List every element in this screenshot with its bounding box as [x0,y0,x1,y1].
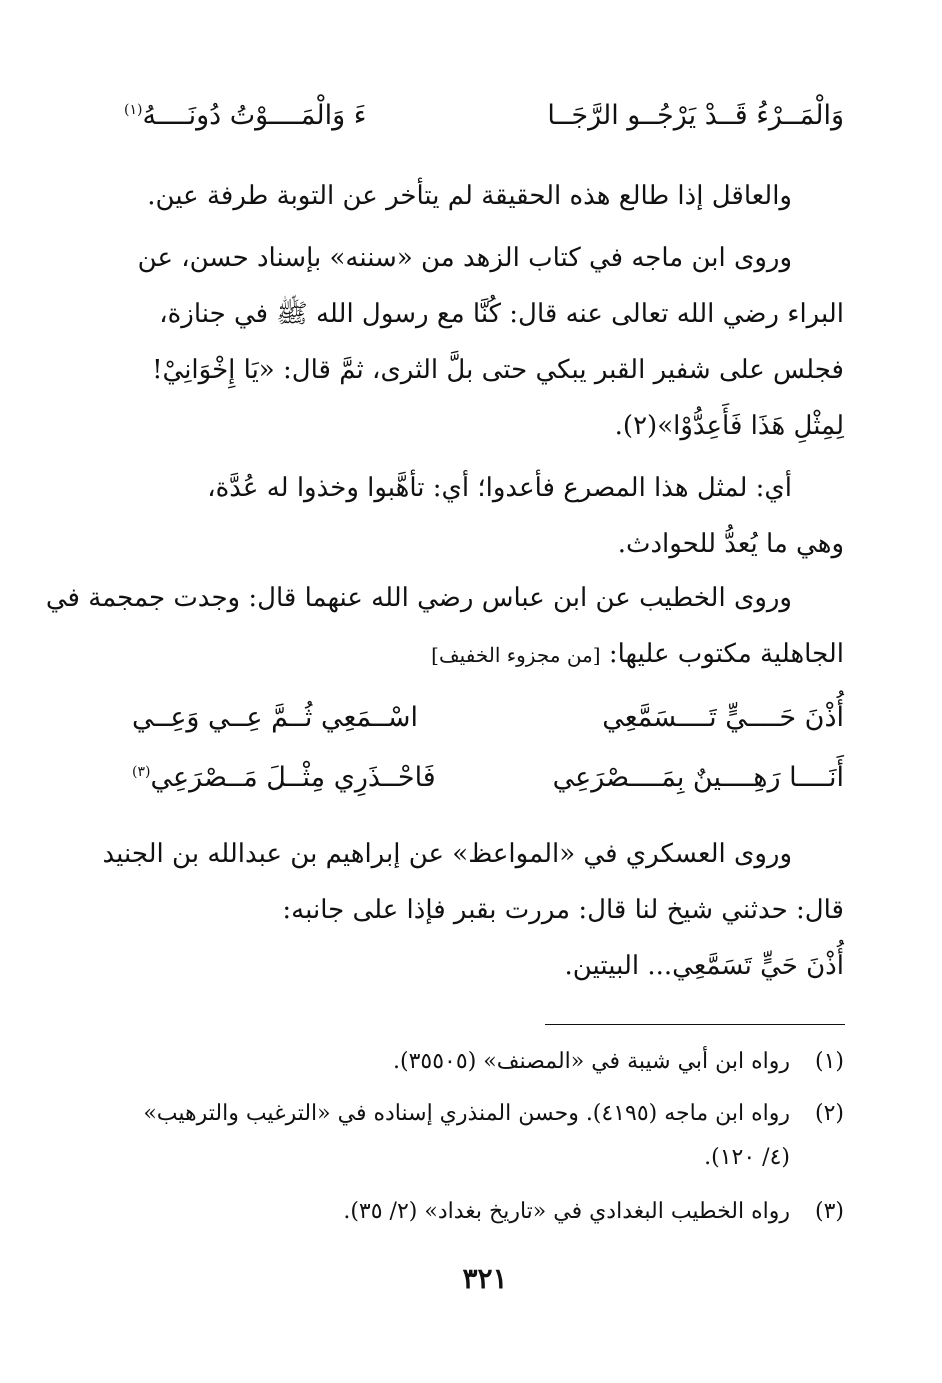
verse-2-line-1-left: اسْــمَعِي ثُــمَّ عِــي وَعِــي [132,702,419,733]
paragraph-line: أي: لمثل هذا المصرع فأعدوا؛ أي: تأهَّبوا وخذوا له عُدَّة، [207,473,792,503]
paragraph-line: فجلس على شفير القبر يبكي حتى بلَّ الثرى، ثمَّ قال: «يَا إِخْوَانِيْ! [152,355,844,385]
paragraph-line: وروى ابن ماجه في كتاب الزهد من «سننه» بإسناد حسن، عن [137,243,792,273]
footnote-number: (٣) [814,1199,844,1224]
footnote-text: رواه ابن ماجه (٤١٩٥). وحسن المنذري إسناده في «الترغيب والترهيب» [143,1101,790,1126]
footnote-text: (٤/ ١٢٠). [704,1145,790,1170]
verse-2-line-1-right: أُذْنَ حَــــيٍّ تَــــسَمَّعِي [602,702,844,733]
paragraph-5 [102,826,844,994]
footnote-number: (٢) [814,1101,844,1126]
paragraph-line: والعاقل إذا طالع هذه الحقيقة لم يتأخر عن التوبة طرفة عين. [147,181,792,211]
footnote-separator [545,1024,845,1025]
paragraph-line: الجاهلية مكتوب عليها: [من مجزوء الخفيف] [431,639,844,669]
paragraph-line: البراء رضي الله تعالى عنه قال: كُنَّا مع رسول الله ﷺ في جنازة، [159,299,844,329]
verse-2-line-2 [132,758,844,798]
footnote-ref-3: (٣) [132,764,151,780]
verse-top [124,96,844,136]
paragraph-line: لِمِثْلِ هَذَا فَأَعِدُّوْا»(٢). [614,411,844,441]
footnote-text: رواه ابن أبي شيبة في «المصنف» (٣٥٥٠٥). [393,1049,790,1074]
paragraph-line: وروى العسكري في «المواعظ» عن إبراهيم بن عبدالله بن الجنيد [102,839,792,869]
paragraph-line: وروى الخطيب عن ابن عباس رضي الله عنهما قال: وجدت جمجمة في [45,583,792,613]
verse-2-line-2-right: أَنَــــا رَهِــــينٌ بِمَــــصْرَعِي [552,762,844,793]
paragraph-4 [45,570,844,682]
page-number: ٣٢١ [462,1262,508,1295]
verse-2-line-1 [132,698,844,738]
footnote-number: (١) [814,1049,844,1074]
paragraph-1 [124,168,844,224]
verse-top-left-hemistich: ءَ وَالْمَــــوْتُ دُونَــــهُ$^{(١)}$ [124,100,367,131]
meter-tag: [من مجزوء الخفيف] [431,643,601,667]
paragraph-line: وهي ما يُعدُّ للحوادث. [617,529,844,559]
footnote-1 [124,1040,844,1084]
verse-2-line-2-left: فَاحْــذَرِي مِثْــلَ مَــصْرَعِي$^{(٣)}$ [132,762,436,793]
footnote-ref-1: (١) [124,102,143,118]
paragraph-line: أُذْنَ حَيٍّ تَسَمَّعِي... البيتين. [564,951,844,981]
verse-top-right-hemistich: وَالْمَــرْءُ قَــدْ يَرْجُــو الرَّجَــا [547,100,844,131]
paragraph-3 [124,460,844,572]
footnote-3 [124,1190,844,1234]
paragraph-line: قال: حدثني شيخ لنا قال: مررت بقبر فإذا على جانبه: [282,895,844,925]
footnote-text: رواه الخطيب البغدادي في «تاريخ بغداد» (٢/ ٣٥). [343,1199,790,1224]
footnote-2 [124,1092,844,1180]
paragraph-2 [124,230,844,454]
